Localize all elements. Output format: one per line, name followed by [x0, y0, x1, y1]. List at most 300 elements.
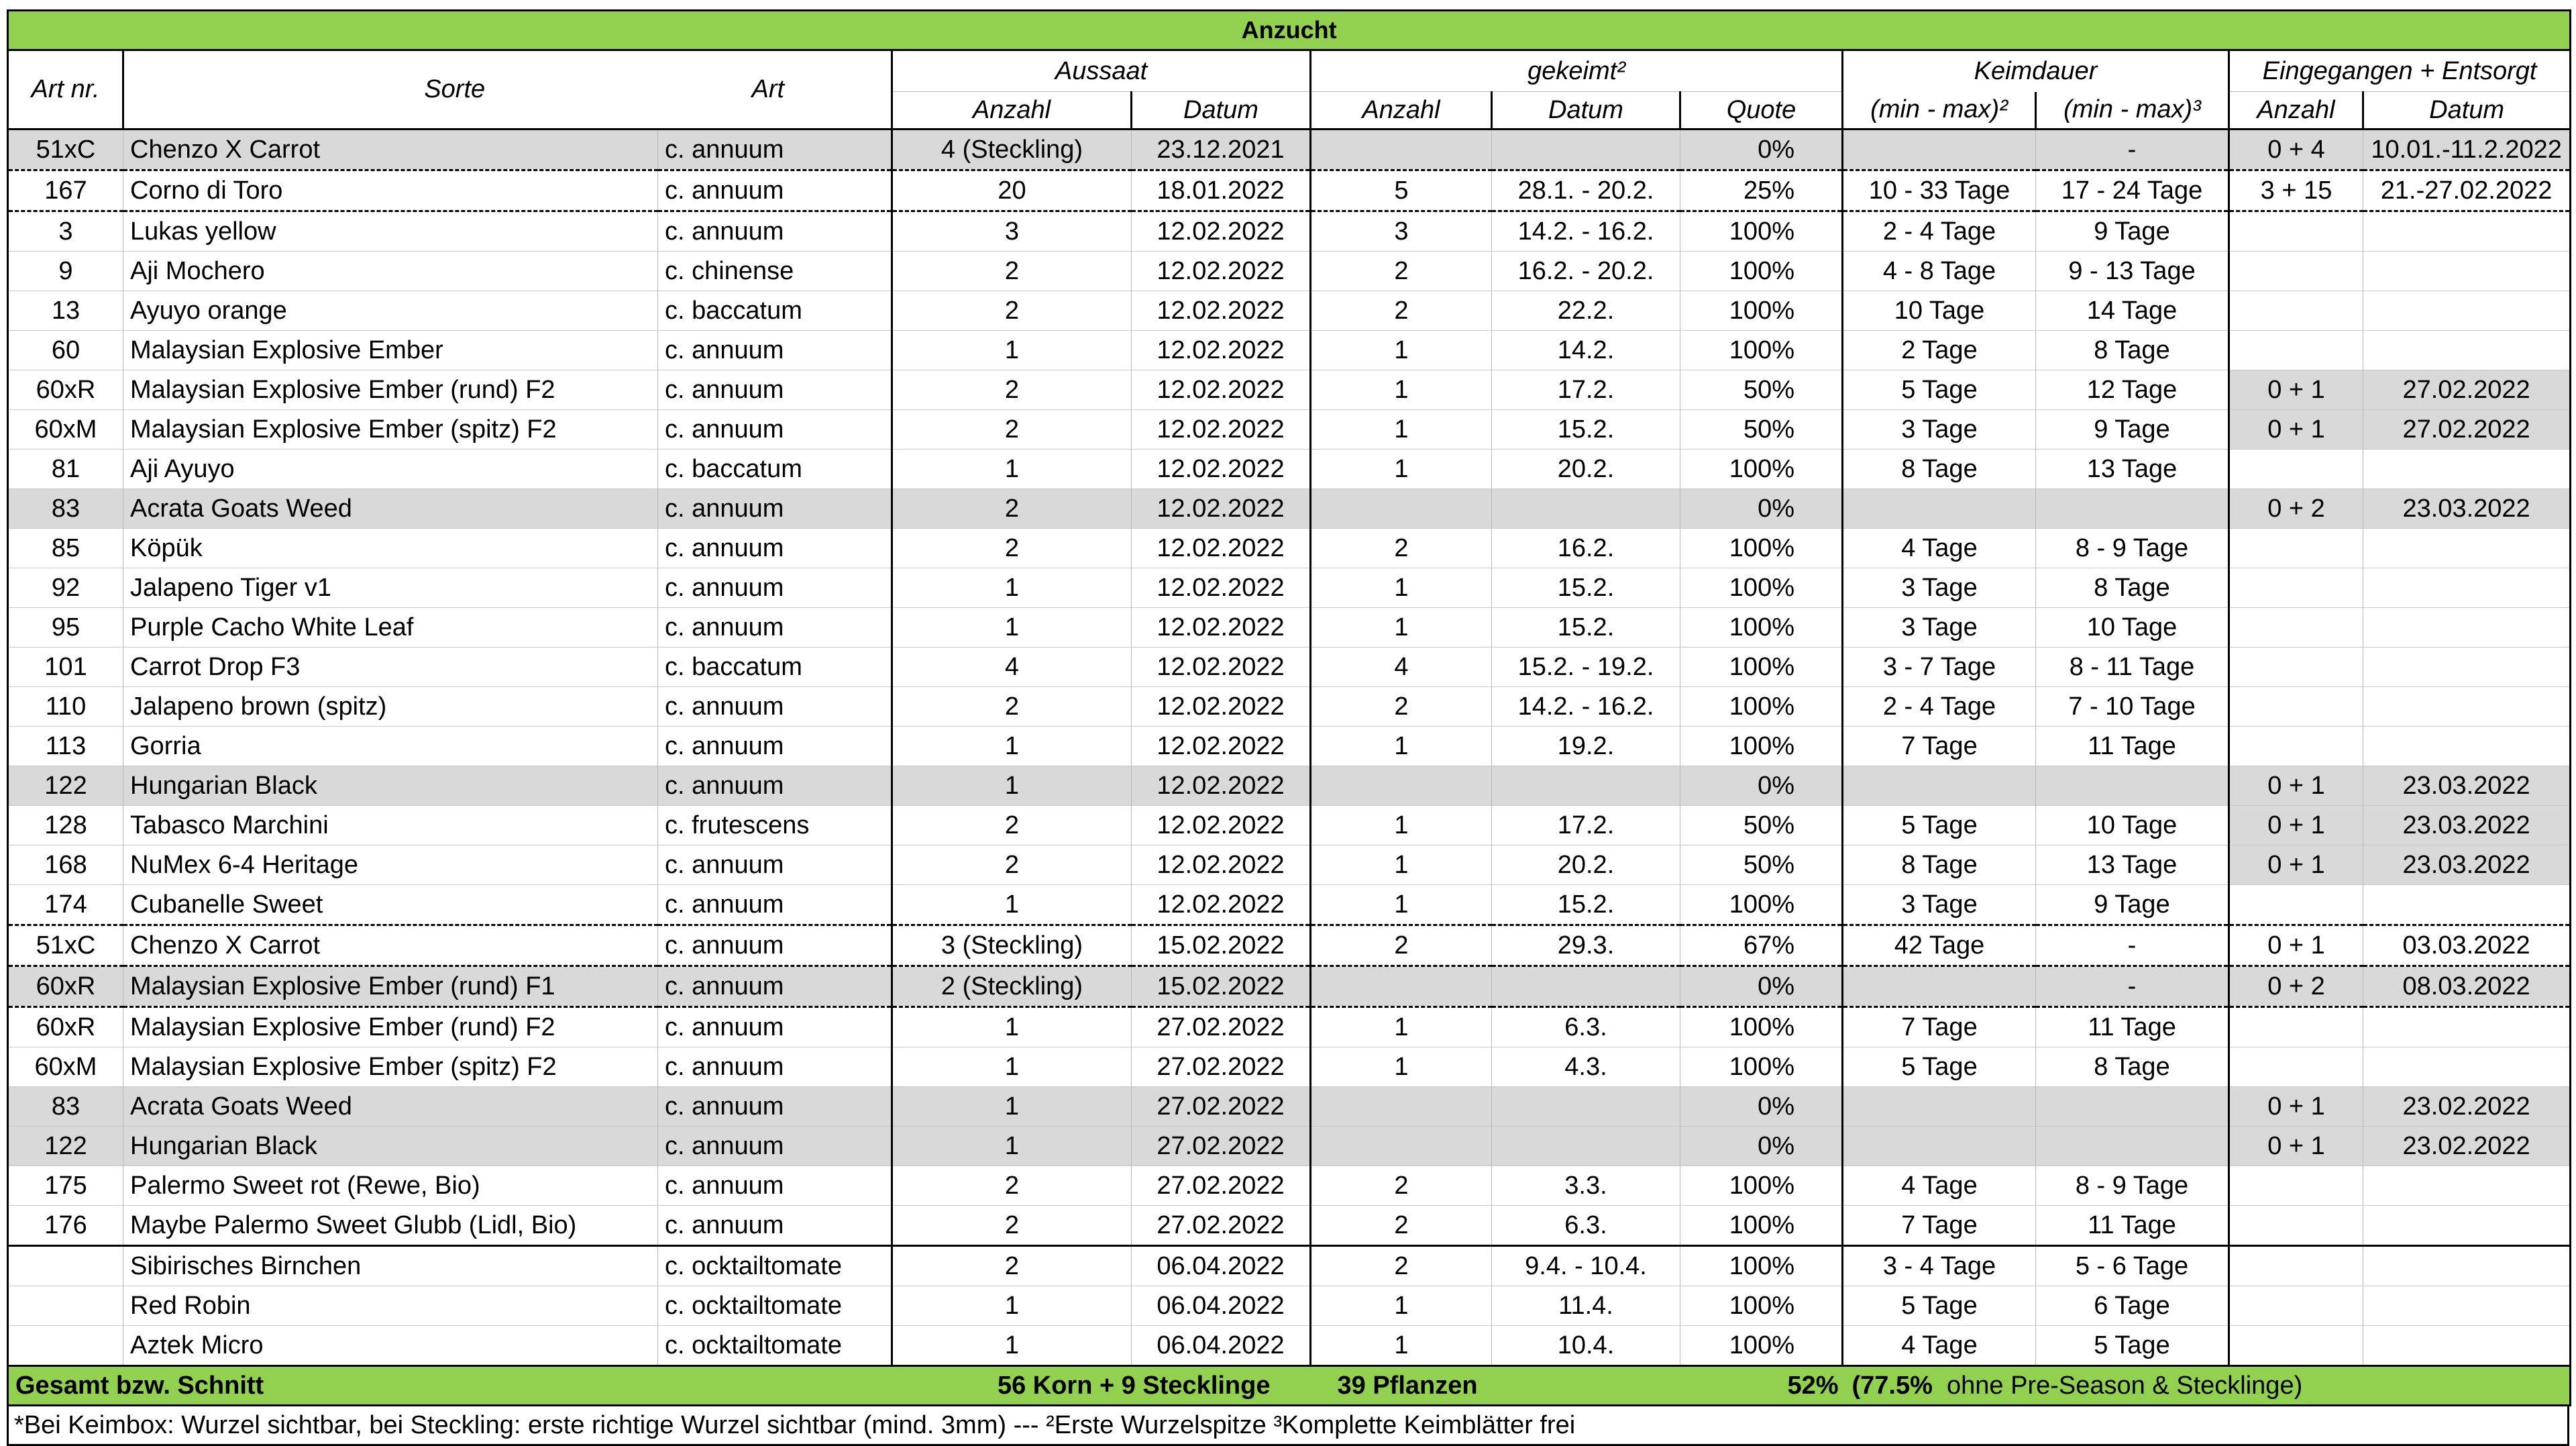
- row-art-nr: 60xR: [8, 1007, 123, 1047]
- row-keimdauer-2: 10 - 33 Tage: [1843, 170, 2036, 211]
- row-aussaat-anzahl: 4: [892, 648, 1132, 687]
- header-gekeimt-datum: Datum: [1492, 92, 1680, 130]
- row-keimdauer-3: 8 - 9 Tage: [2036, 1166, 2229, 1206]
- row-art-nr: 110: [8, 687, 123, 727]
- row-gekeimt-anzahl: 2: [1311, 1166, 1492, 1206]
- row-sorte: Malaysian Explosive Ember (rund) F1: [123, 966, 658, 1007]
- row-eingegangen-datum: [2363, 529, 2571, 568]
- row-aussaat-anzahl: 2: [892, 410, 1132, 450]
- row-keimdauer-2: 3 - 4 Tage: [1843, 1246, 2036, 1286]
- row-art: c. annuum: [658, 370, 892, 410]
- row-art: c. annuum: [658, 529, 892, 568]
- row-keimdauer-2: 4 Tage: [1843, 1326, 2036, 1366]
- header-art: Art: [658, 50, 892, 130]
- table-row: [8, 925, 2571, 966]
- row-keimdauer-2: 3 Tage: [1843, 568, 2036, 608]
- row-art: c. annuum: [658, 1206, 892, 1246]
- row-sorte: Palermo Sweet rot (Rewe, Bio): [123, 1166, 658, 1206]
- row-aussaat-datum: 27.02.2022: [1132, 1087, 1311, 1127]
- row-art: c. chinense: [658, 252, 892, 291]
- row-sorte: Aztek Micro: [123, 1326, 658, 1366]
- row-eingegangen-anzahl: [2229, 450, 2363, 489]
- row-eingegangen-anzahl: 0 + 1: [2229, 1087, 2363, 1127]
- row-eingegangen-datum: [2363, 450, 2571, 489]
- row-art-nr: 176: [8, 1206, 123, 1246]
- row-keimdauer-3: 5 - 6 Tage: [2036, 1246, 2229, 1286]
- row-aussaat-datum: 27.02.2022: [1132, 1047, 1311, 1087]
- row-art-nr: 122: [8, 1127, 123, 1166]
- row-eingegangen-datum: [2363, 568, 2571, 608]
- row-eingegangen-datum: [2363, 1206, 2571, 1246]
- row-art: c. baccatum: [658, 450, 892, 489]
- row-art-nr: 113: [8, 727, 123, 766]
- row-eingegangen-datum: 21.-27.02.2022: [2363, 170, 2571, 211]
- table-row: [8, 1286, 2571, 1326]
- row-gekeimt-anzahl: 3: [1311, 211, 1492, 252]
- row-keimdauer-3: 9 - 13 Tage: [2036, 252, 2229, 291]
- total-quote-alt: [1843, 1366, 2571, 1406]
- row-eingegangen-anzahl: [2229, 1007, 2363, 1047]
- row-aussaat-anzahl: 2: [892, 252, 1132, 291]
- row-sorte: Jalapeno brown (spitz): [123, 687, 658, 727]
- row-keimdauer-3: 9 Tage: [2036, 410, 2229, 450]
- row-keimdauer-3: 11 Tage: [2036, 727, 2229, 766]
- row-art: c. annuum: [658, 331, 892, 370]
- row-sorte: Carrot Drop F3: [123, 648, 658, 687]
- row-aussaat-datum: 12.02.2022: [1132, 885, 1311, 925]
- row-sorte: Jalapeno Tiger v1: [123, 568, 658, 608]
- footnote: *Bei Keimbox: Wurzel sichtbar, bei Steckling: erste richtige Wurzel sichtbar (mind. 3mm) --- ²Erste Wurzelspitze ³Komplette Keimblätter frei: [7, 1406, 2569, 1446]
- row-eingegangen-datum: 03.03.2022: [2363, 925, 2571, 966]
- row-aussaat-anzahl: 20: [892, 170, 1132, 211]
- row-keimdauer-2: 2 - 4 Tage: [1843, 211, 2036, 252]
- row-aussaat-anzahl: 2 (Steckling): [892, 966, 1132, 1007]
- row-eingegangen-anzahl: [2229, 252, 2363, 291]
- row-sorte: Acrata Goats Weed: [123, 489, 658, 529]
- row-gekeimt-anzahl: [1311, 1127, 1492, 1166]
- row-gekeimt-datum: 4.3.: [1492, 1047, 1680, 1087]
- row-gekeimt-datum: 15.2.: [1492, 410, 1680, 450]
- row-gekeimt-datum: [1492, 766, 1680, 806]
- row-art: c. annuum: [658, 727, 892, 766]
- row-keimdauer-3: 9 Tage: [2036, 211, 2229, 252]
- row-art: c. annuum: [658, 1047, 892, 1087]
- row-keimdauer-2: 7 Tage: [1843, 1007, 2036, 1047]
- row-keimdauer-3: 8 Tage: [2036, 568, 2229, 608]
- row-sorte: Lukas yellow: [123, 211, 658, 252]
- row-aussaat-anzahl: 3 (Steckling): [892, 925, 1132, 966]
- row-art-nr: 60: [8, 331, 123, 370]
- row-eingegangen-datum: [2363, 1246, 2571, 1286]
- row-quote: 25%: [1680, 170, 1843, 211]
- row-aussaat-anzahl: 1: [892, 1286, 1132, 1326]
- row-gekeimt-anzahl: [1311, 1087, 1492, 1127]
- row-gekeimt-anzahl: 1: [1311, 845, 1492, 885]
- row-gekeimt-anzahl: 2: [1311, 687, 1492, 727]
- row-eingegangen-datum: 27.02.2022: [2363, 410, 2571, 450]
- row-aussaat-anzahl: 1: [892, 1047, 1132, 1087]
- row-quote: 0%: [1680, 130, 1843, 170]
- row-keimdauer-2: [1843, 130, 2036, 170]
- row-eingegangen-anzahl: [2229, 529, 2363, 568]
- row-eingegangen-datum: [2363, 648, 2571, 687]
- row-keimdauer-3: 6 Tage: [2036, 1286, 2229, 1326]
- table-row: [8, 806, 2571, 845]
- total-label: Gesamt bzw. Schnitt: [8, 1366, 658, 1406]
- row-gekeimt-anzahl: 2: [1311, 252, 1492, 291]
- row-keimdauer-2: 5 Tage: [1843, 1047, 2036, 1087]
- table-row: [8, 687, 2571, 727]
- row-gekeimt-anzahl: 4: [1311, 648, 1492, 687]
- row-art-nr: [8, 1246, 123, 1286]
- row-eingegangen-anzahl: 0 + 4: [2229, 130, 2363, 170]
- row-gekeimt-datum: 17.2.: [1492, 806, 1680, 845]
- row-art-nr: 60xR: [8, 370, 123, 410]
- row-gekeimt-anzahl: 1: [1311, 1286, 1492, 1326]
- table-row: [8, 845, 2571, 885]
- row-quote: 100%: [1680, 648, 1843, 687]
- row-sorte: NuMex 6-4 Heritage: [123, 845, 658, 885]
- row-art: c. annuum: [658, 766, 892, 806]
- row-quote: 100%: [1680, 1166, 1843, 1206]
- row-aussaat-anzahl: 1: [892, 608, 1132, 648]
- row-keimdauer-3: -: [2036, 925, 2229, 966]
- row-art: c. annuum: [658, 1087, 892, 1127]
- row-keimdauer-2: 42 Tage: [1843, 925, 2036, 966]
- row-sorte: Maybe Palermo Sweet Glubb (Lidl, Bio): [123, 1206, 658, 1246]
- row-quote: 0%: [1680, 966, 1843, 1007]
- row-eingegangen-datum: 23.03.2022: [2363, 489, 2571, 529]
- row-eingegangen-datum: [2363, 885, 2571, 925]
- row-eingegangen-datum: [2363, 291, 2571, 331]
- row-keimdauer-2: 4 Tage: [1843, 1166, 2036, 1206]
- row-art-nr: 83: [8, 1087, 123, 1127]
- row-quote: 100%: [1680, 529, 1843, 568]
- row-quote: 50%: [1680, 410, 1843, 450]
- row-sorte: Acrata Goats Weed: [123, 1087, 658, 1127]
- row-art: c. ocktailtomate: [658, 1286, 892, 1326]
- row-art-nr: 95: [8, 608, 123, 648]
- row-keimdauer-3: 5 Tage: [2036, 1326, 2229, 1366]
- row-art: c. annuum: [658, 1127, 892, 1166]
- row-aussaat-anzahl: 2: [892, 845, 1132, 885]
- row-keimdauer-2: 8 Tage: [1843, 845, 2036, 885]
- row-aussaat-anzahl: 1: [892, 1007, 1132, 1047]
- header-gekeimt: gekeimt²: [1311, 50, 1843, 92]
- row-aussaat-anzahl: 2: [892, 291, 1132, 331]
- row-gekeimt-datum: 6.3.: [1492, 1206, 1680, 1246]
- row-eingegangen-anzahl: 0 + 1: [2229, 766, 2363, 806]
- row-gekeimt-anzahl: 1: [1311, 885, 1492, 925]
- row-gekeimt-anzahl: 1: [1311, 450, 1492, 489]
- row-gekeimt-anzahl: 1: [1311, 608, 1492, 648]
- row-art-nr: 60xM: [8, 410, 123, 450]
- row-aussaat-datum: 12.02.2022: [1132, 687, 1311, 727]
- table-row: [8, 370, 2571, 410]
- table-title: Anzucht: [8, 11, 2571, 50]
- table-row: [8, 885, 2571, 925]
- row-keimdauer-3: 10 Tage: [2036, 806, 2229, 845]
- row-eingegangen-anzahl: 0 + 1: [2229, 845, 2363, 885]
- row-eingegangen-datum: [2363, 608, 2571, 648]
- row-keimdauer-2: 4 - 8 Tage: [1843, 252, 2036, 291]
- row-keimdauer-2: 2 Tage: [1843, 331, 2036, 370]
- row-keimdauer-3: 8 - 11 Tage: [2036, 648, 2229, 687]
- total-row: [8, 1366, 2571, 1406]
- row-art: c. annuum: [658, 410, 892, 450]
- row-eingegangen-anzahl: 0 + 1: [2229, 1127, 2363, 1166]
- row-art-nr: 51xC: [8, 130, 123, 170]
- row-art: c. annuum: [658, 925, 892, 966]
- row-aussaat-anzahl: 2: [892, 370, 1132, 410]
- row-art-nr: 85: [8, 529, 123, 568]
- row-eingegangen-datum: 08.03.2022: [2363, 966, 2571, 1007]
- row-eingegangen-anzahl: [2229, 211, 2363, 252]
- header-keimdauer: Keimdauer: [1843, 50, 2229, 92]
- row-aussaat-anzahl: 4 (Steckling): [892, 130, 1132, 170]
- row-sorte: Purple Cacho White Leaf: [123, 608, 658, 648]
- row-keimdauer-3: 8 - 9 Tage: [2036, 529, 2229, 568]
- row-sorte: Red Robin: [123, 1286, 658, 1326]
- row-keimdauer-3: 13 Tage: [2036, 845, 2229, 885]
- row-eingegangen-anzahl: [2229, 1047, 2363, 1087]
- row-art-nr: 60xR: [8, 966, 123, 1007]
- row-keimdauer-3: 8 Tage: [2036, 1047, 2229, 1087]
- row-art-nr: 81: [8, 450, 123, 489]
- row-eingegangen-anzahl: 3 + 15: [2229, 170, 2363, 211]
- row-gekeimt-datum: 17.2.: [1492, 370, 1680, 410]
- table-row: [8, 608, 2571, 648]
- row-art: c. annuum: [658, 885, 892, 925]
- row-eingegangen-anzahl: [2229, 885, 2363, 925]
- table-row: [8, 1047, 2571, 1087]
- row-gekeimt-anzahl: 1: [1311, 1047, 1492, 1087]
- row-quote: 100%: [1680, 1007, 1843, 1047]
- row-aussaat-anzahl: 1: [892, 885, 1132, 925]
- total-gekeimt: 39 Pflanzen: [1311, 1366, 1680, 1406]
- table-row: [8, 291, 2571, 331]
- row-eingegangen-datum: [2363, 727, 2571, 766]
- row-eingegangen-datum: 10.01.-11.2.2022: [2363, 130, 2571, 170]
- row-gekeimt-datum: 20.2.: [1492, 450, 1680, 489]
- row-gekeimt-datum: 6.3.: [1492, 1007, 1680, 1047]
- row-gekeimt-datum: 15.2.: [1492, 568, 1680, 608]
- table-row: [8, 1206, 2571, 1246]
- row-quote: 100%: [1680, 1246, 1843, 1286]
- row-keimdauer-3: 14 Tage: [2036, 291, 2229, 331]
- row-keimdauer-2: 4 Tage: [1843, 529, 2036, 568]
- row-gekeimt-datum: [1492, 489, 1680, 529]
- row-gekeimt-anzahl: [1311, 766, 1492, 806]
- row-aussaat-datum: 12.02.2022: [1132, 489, 1311, 529]
- row-quote: 100%: [1680, 211, 1843, 252]
- row-keimdauer-2: [1843, 766, 2036, 806]
- row-sorte: Malaysian Explosive Ember (rund) F2: [123, 1007, 658, 1047]
- header-art-nr: Art nr.: [8, 50, 123, 130]
- row-keimdauer-3: 9 Tage: [2036, 885, 2229, 925]
- row-gekeimt-datum: 16.2.: [1492, 529, 1680, 568]
- row-eingegangen-anzahl: [2229, 687, 2363, 727]
- row-aussaat-anzahl: 1: [892, 1087, 1132, 1127]
- row-eingegangen-datum: 23.02.2022: [2363, 1127, 2571, 1166]
- row-quote: 0%: [1680, 1087, 1843, 1127]
- row-eingegangen-anzahl: 0 + 2: [2229, 489, 2363, 529]
- row-aussaat-datum: 12.02.2022: [1132, 291, 1311, 331]
- row-keimdauer-3: 12 Tage: [2036, 370, 2229, 410]
- row-art-nr: 174: [8, 885, 123, 925]
- row-art: c. annuum: [658, 130, 892, 170]
- row-sorte: Chenzo X Carrot: [123, 925, 658, 966]
- row-eingegangen-datum: [2363, 1007, 2571, 1047]
- row-eingegangen-anzahl: [2229, 1246, 2363, 1286]
- row-gekeimt-anzahl: 2: [1311, 291, 1492, 331]
- row-quote: 50%: [1680, 806, 1843, 845]
- row-gekeimt-datum: 29.3.: [1492, 925, 1680, 966]
- table-row: [8, 1127, 2571, 1166]
- row-sorte: Gorria: [123, 727, 658, 766]
- row-art-nr: 9: [8, 252, 123, 291]
- row-aussaat-datum: 12.02.2022: [1132, 410, 1311, 450]
- row-gekeimt-datum: [1492, 1087, 1680, 1127]
- row-keimdauer-2: 7 Tage: [1843, 727, 2036, 766]
- row-art-nr: 60xM: [8, 1047, 123, 1087]
- row-eingegangen-anzahl: [2229, 1286, 2363, 1326]
- row-quote: 67%: [1680, 925, 1843, 966]
- row-eingegangen-datum: 23.03.2022: [2363, 806, 2571, 845]
- row-aussaat-datum: 27.02.2022: [1132, 1007, 1311, 1047]
- row-keimdauer-3: [2036, 1087, 2229, 1127]
- row-sorte: Aji Ayuyo: [123, 450, 658, 489]
- total-quote: 52%: [1680, 1366, 1843, 1406]
- row-art: c. annuum: [658, 845, 892, 885]
- row-keimdauer-3: 7 - 10 Tage: [2036, 687, 2229, 727]
- row-eingegangen-anzahl: [2229, 727, 2363, 766]
- row-aussaat-anzahl: 2: [892, 687, 1132, 727]
- row-art: c. annuum: [658, 687, 892, 727]
- row-gekeimt-anzahl: 1: [1311, 1007, 1492, 1047]
- row-keimdauer-2: 2 - 4 Tage: [1843, 687, 2036, 727]
- row-aussaat-datum: 27.02.2022: [1132, 1127, 1311, 1166]
- row-aussaat-datum: 23.12.2021: [1132, 130, 1311, 170]
- row-gekeimt-datum: [1492, 1127, 1680, 1166]
- row-gekeimt-anzahl: [1311, 966, 1492, 1007]
- row-art-nr: 101: [8, 648, 123, 687]
- row-gekeimt-datum: 14.2. - 16.2.: [1492, 687, 1680, 727]
- row-gekeimt-anzahl: 1: [1311, 568, 1492, 608]
- row-keimdauer-3: [2036, 1127, 2229, 1166]
- row-sorte: Corno di Toro: [123, 170, 658, 211]
- header-gekeimt-anzahl: Anzahl: [1311, 92, 1492, 130]
- row-eingegangen-datum: [2363, 1326, 2571, 1366]
- header-sorte: Sorte: [123, 50, 658, 130]
- row-art: c. ocktailtomate: [658, 1246, 892, 1286]
- header-eingegangen: Eingegangen + Entsorgt: [2229, 50, 2571, 92]
- row-eingegangen-anzahl: [2229, 331, 2363, 370]
- row-sorte: Malaysian Explosive Ember (spitz) F2: [123, 410, 658, 450]
- row-art-nr: [8, 1326, 123, 1366]
- row-quote: 100%: [1680, 608, 1843, 648]
- row-sorte: Malaysian Explosive Ember (spitz) F2: [123, 1047, 658, 1087]
- row-keimdauer-3: 17 - 24 Tage: [2036, 170, 2229, 211]
- table-row: [8, 130, 2571, 170]
- row-art: c. baccatum: [658, 291, 892, 331]
- row-aussaat-datum: 12.02.2022: [1132, 331, 1311, 370]
- row-art: c. annuum: [658, 170, 892, 211]
- row-eingegangen-datum: 23.03.2022: [2363, 845, 2571, 885]
- row-aussaat-datum: 12.02.2022: [1132, 648, 1311, 687]
- table-row: [8, 1166, 2571, 1206]
- row-keimdauer-2: 3 - 7 Tage: [1843, 648, 2036, 687]
- row-eingegangen-anzahl: [2229, 648, 2363, 687]
- row-quote: 100%: [1680, 1047, 1843, 1087]
- row-gekeimt-anzahl: 1: [1311, 410, 1492, 450]
- table-row: [8, 331, 2571, 370]
- row-gekeimt-anzahl: 1: [1311, 727, 1492, 766]
- row-art-nr: 122: [8, 766, 123, 806]
- row-keimdauer-2: 10 Tage: [1843, 291, 2036, 331]
- row-art: c. annuum: [658, 211, 892, 252]
- row-sorte: Hungarian Black: [123, 766, 658, 806]
- row-art: c. frutescens: [658, 806, 892, 845]
- table-row: [8, 1326, 2571, 1366]
- table-row: [8, 489, 2571, 529]
- row-keimdauer-3: 8 Tage: [2036, 331, 2229, 370]
- row-eingegangen-datum: [2363, 1047, 2571, 1087]
- row-quote: 100%: [1680, 1206, 1843, 1246]
- row-eingegangen-datum: 23.02.2022: [2363, 1087, 2571, 1127]
- row-gekeimt-anzahl: 2: [1311, 1246, 1492, 1286]
- row-keimdauer-2: [1843, 489, 2036, 529]
- row-aussaat-anzahl: 1: [892, 568, 1132, 608]
- header-keimdauer-min-max-3: (min - max)³: [2036, 92, 2229, 130]
- row-keimdauer-2: 5 Tage: [1843, 806, 2036, 845]
- row-keimdauer-3: 13 Tage: [2036, 450, 2229, 489]
- table-row: [8, 766, 2571, 806]
- row-aussaat-anzahl: 2: [892, 489, 1132, 529]
- header-aussaat: Aussaat: [892, 50, 1311, 92]
- row-art-nr: 168: [8, 845, 123, 885]
- row-gekeimt-anzahl: [1311, 489, 1492, 529]
- row-quote: 100%: [1680, 727, 1843, 766]
- row-sorte: Cubanelle Sweet: [123, 885, 658, 925]
- row-aussaat-anzahl: 1: [892, 450, 1132, 489]
- row-gekeimt-anzahl: 2: [1311, 529, 1492, 568]
- row-eingegangen-datum: [2363, 211, 2571, 252]
- row-eingegangen-datum: [2363, 252, 2571, 291]
- table-row: [8, 252, 2571, 291]
- row-art: c. annuum: [658, 489, 892, 529]
- row-aussaat-datum: 12.02.2022: [1132, 529, 1311, 568]
- row-eingegangen-anzahl: [2229, 1326, 2363, 1366]
- row-keimdauer-3: [2036, 766, 2229, 806]
- header-aussaat-anzahl: Anzahl: [892, 92, 1132, 130]
- row-keimdauer-2: [1843, 1127, 2036, 1166]
- row-aussaat-datum: 12.02.2022: [1132, 766, 1311, 806]
- row-aussaat-anzahl: 1: [892, 1127, 1132, 1166]
- row-sorte: Aji Mochero: [123, 252, 658, 291]
- row-gekeimt-datum: 20.2.: [1492, 845, 1680, 885]
- row-gekeimt-anzahl: 1: [1311, 1326, 1492, 1366]
- row-art: c. baccatum: [658, 648, 892, 687]
- row-aussaat-datum: 06.04.2022: [1132, 1286, 1311, 1326]
- total-quote-alt-note: ohne Pre-Season & Stecklinge): [1947, 1371, 2303, 1400]
- row-gekeimt-datum: 16.2. - 20.2.: [1492, 252, 1680, 291]
- row-eingegangen-anzahl: 0 + 1: [2229, 806, 2363, 845]
- row-quote: 100%: [1680, 885, 1843, 925]
- row-gekeimt-datum: 14.2. - 16.2.: [1492, 211, 1680, 252]
- row-sorte: Chenzo X Carrot: [123, 130, 658, 170]
- header-keimdauer-min-max-2: (min - max)²: [1843, 92, 2036, 130]
